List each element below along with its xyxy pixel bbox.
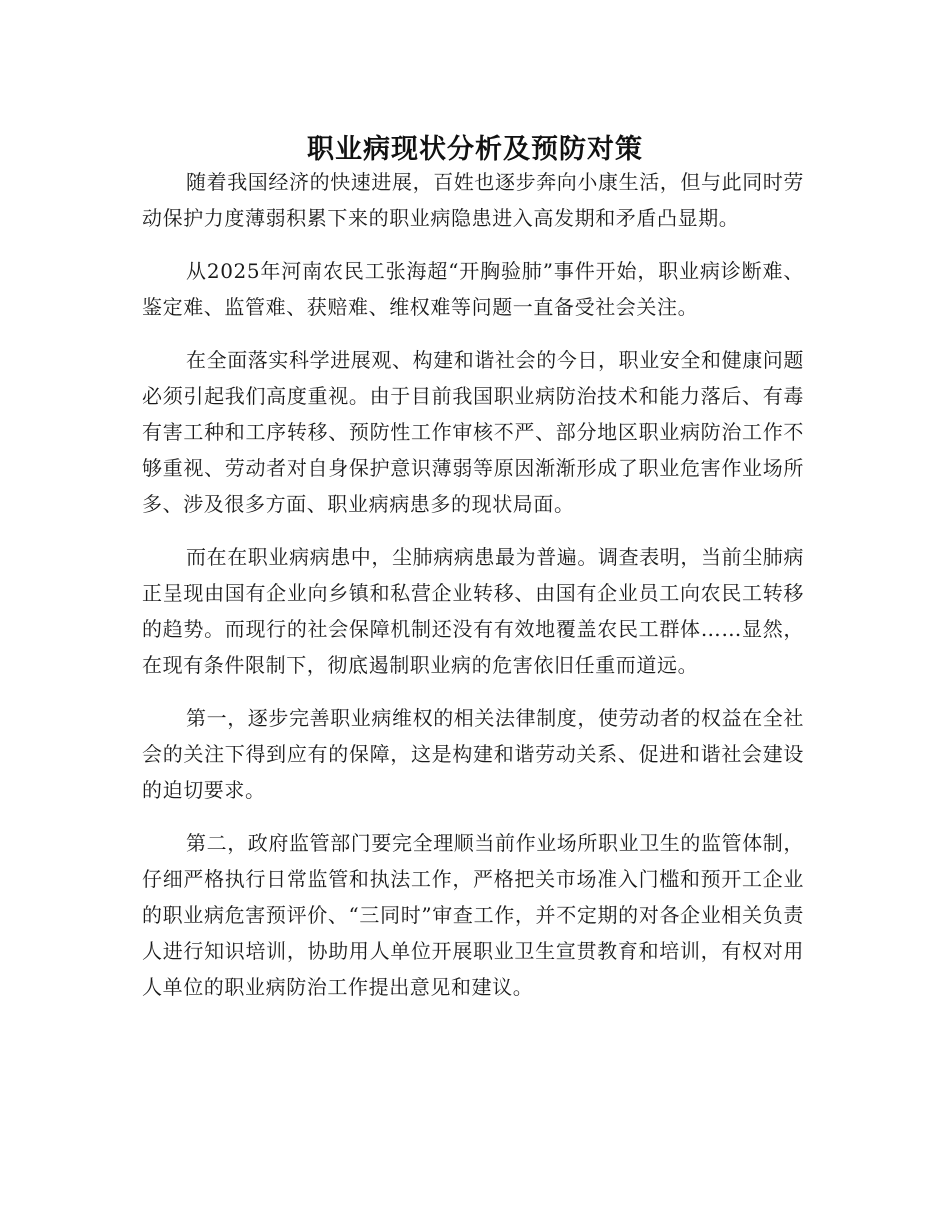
document-title: 职业病现状分析及预防对策 [307, 134, 643, 166]
paragraph-intro: 随着我国经济的快速进展，百姓也逐步奔向小康生活，但与此同时劳动保护力度薄弱积累下来的职业病隐患进入高发期和矛盾凸显期。 [142, 170, 804, 230]
paragraph-causes: 在全面落实科学进展观、构建和谐社会的今日，职业安全和健康问题必须引起我们高度重视。由于目前我国职业病防治技术和能力落后、有毒有害工种和工序转移、预防性工作审核不严、部分地区职业病防治工作不够重视、劳动者对自身保护意识薄弱等原因渐渐形成了职业危害作业场所多、涉及很多方面、职业病病患多的现状局面。 [142, 348, 804, 516]
paragraph-measure-two: 第二，政府监管部门要完全理顺当前作业场所职业卫生的监管体制，仔细严格执行日常监管和执法工作，严格把关市场准入门槛和预开工企业的职业病危害预评价、“三同时”审查工作，并不定期的对各企业相关负责人进行知识培训，协助用人单位开展职业卫生宣贯教育和培训，有权对用人单位的职业病防治工作提出意见和建议。 [142, 831, 804, 999]
paragraph-pneumoconiosis: 而在在职业病病患中，尘肺病病患最为普遍。调查表明，当前尘肺病正呈现由国有企业向乡镇和私营企业转移、由国有企业员工向农民工转移的趋势。而现行的社会保障机制还没有有效地覆盖农民工群体……显然，在现有条件限制下，彻底遏制职业病的危害依旧任重而道远。 [142, 545, 804, 677]
document-body [142, 164, 804, 1022]
paragraph-measure-one: 第一，逐步完善职业病维权的相关法律制度，使劳动者的权益在全社会的关注下得到应有的保障，这是构建和谐劳动关系、促进和谐社会建设的迫切要求。 [142, 706, 804, 802]
paragraph-event: 从2025年河南农民工张海超“开胸验肺”事件开始，职业病诊断难、鉴定难、监管难、获赔难、维权难等问题一直备受社会关注。 [142, 259, 804, 319]
